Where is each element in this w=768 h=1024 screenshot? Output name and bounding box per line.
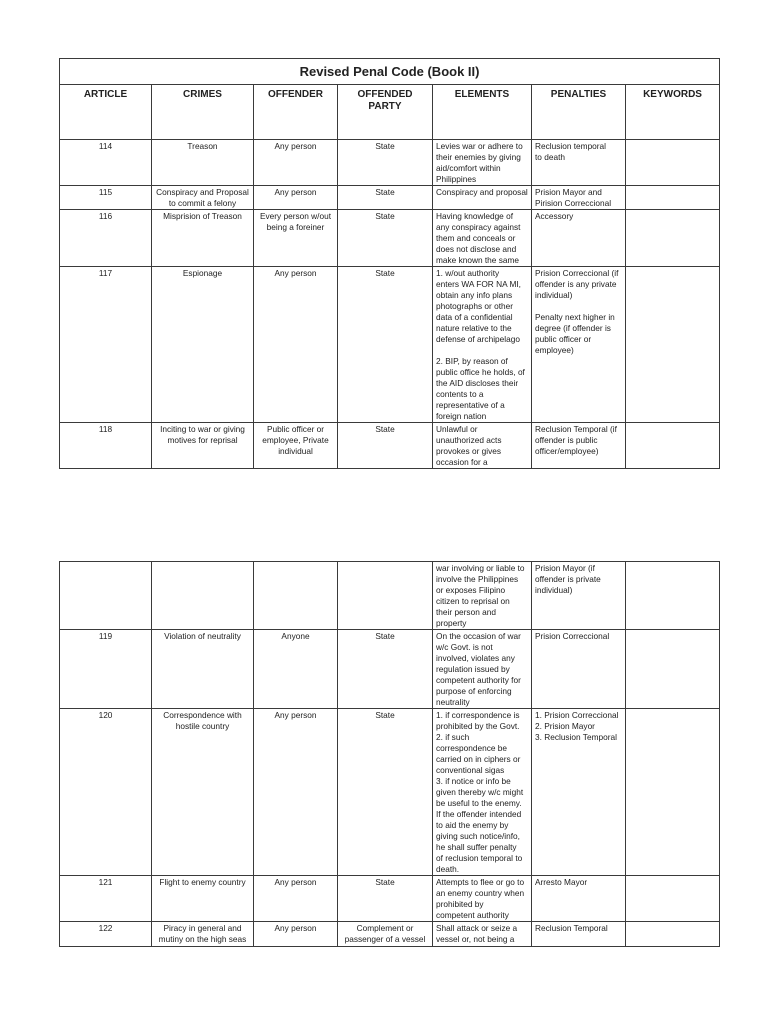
header-penalties: PENALTIES <box>532 85 626 140</box>
keywords-cell <box>626 876 720 922</box>
penalties-cell: Prision Mayor and Pirision Correccional <box>532 186 626 210</box>
elements-cell: 1. if correspondence is prohibited by the Govt. 2. if such correspondence be carried on in ciphers or conventional sigas 3. if notice or info be given thereby w/c might be useful to the enemy. If the offender intended to aid the enemy by giving such notice/info, he shall suffer penalty of reclusion temporal to death. <box>433 709 532 876</box>
keywords-cell <box>626 423 720 469</box>
article-cell: 117 <box>60 267 152 423</box>
offended-party-cell: State <box>338 186 433 210</box>
table-row <box>60 876 720 922</box>
offended-party-cell: State <box>338 210 433 267</box>
keywords-cell <box>626 709 720 876</box>
elements-cell: Shall attack or seize a vessel or, not being a <box>433 922 532 947</box>
offender-cell <box>254 562 338 630</box>
article-cell: 115 <box>60 186 152 210</box>
offended-party-cell: State <box>338 267 433 423</box>
article-cell: 122 <box>60 922 152 947</box>
elements-cell: Conspiracy and proposal <box>433 186 532 210</box>
crime-cell: Inciting to war or giving motives for reprisal <box>152 423 254 469</box>
keywords-cell <box>626 140 720 186</box>
penalties-cell: Prision Correccional <box>532 630 626 709</box>
keywords-cell <box>626 186 720 210</box>
crime-cell: Violation of neutrality <box>152 630 254 709</box>
elements-cell: war involving or liable to involve the Philippines or exposes Filipino citizen to reprisal on their person and property <box>433 562 532 630</box>
elements-cell: On the occasion of war w/c Govt. is not involved, violates any regulation issued by competent authority for purpose of enforcing neutrality <box>433 630 532 709</box>
offended-party-cell: State <box>338 140 433 186</box>
crime-cell: Misprision of Treason <box>152 210 254 267</box>
table-row <box>60 922 720 947</box>
article-cell: 119 <box>60 630 152 709</box>
keywords-cell <box>626 630 720 709</box>
crime-cell: Piracy in general and mutiny on the high seas <box>152 922 254 947</box>
elements-cell: Attempts to flee or go to an enemy country when prohibited by competent authority <box>433 876 532 922</box>
penalties-cell: Prision Correccional (if offender is any private individual) Penalty next higher in degree (if offender is public officer or employee) <box>532 267 626 423</box>
offender-cell: Any person <box>254 267 338 423</box>
crime-cell: Flight to enemy country <box>152 876 254 922</box>
keywords-cell <box>626 267 720 423</box>
penal-code-table-page-2 <box>59 561 720 947</box>
offender-cell: Any person <box>254 709 338 876</box>
elements-cell: Levies war or adhere to their enemies by giving aid/comfort within Philippines <box>433 140 532 186</box>
article-cell <box>60 562 152 630</box>
table-row <box>60 630 720 709</box>
article-cell: 120 <box>60 709 152 876</box>
penalties-cell: Arresto Mayor <box>532 876 626 922</box>
offended-party-cell: Complement or passenger of a vessel <box>338 922 433 947</box>
elements-cell: 1. w/out authority enters WA FOR NA MI, obtain any info plans photographs or other data of a confidential nature relative to the defense of archipelago 2. BIP, by reason of public office he holds, of the AID discloses their contents to a representative of a foreign nation <box>433 267 532 423</box>
offender-cell: Any person <box>254 922 338 947</box>
table-row <box>60 423 720 469</box>
header-article: ARTICLE <box>60 85 152 140</box>
penal-code-table-page-1 <box>59 58 720 469</box>
header-elements: ELEMENTS <box>433 85 532 140</box>
offended-party-cell: State <box>338 423 433 469</box>
penalties-cell: 1. Prision Correccional 2. Prision Mayor 3. Reclusion Temporal <box>532 709 626 876</box>
elements-cell: Unlawful or unauthorized acts provokes or gives occasion for a <box>433 423 532 469</box>
header-offended-party: OFFENDED PARTY <box>338 85 433 140</box>
offender-cell: Anyone <box>254 630 338 709</box>
penalties-cell: Accessory <box>532 210 626 267</box>
offender-cell: Any person <box>254 876 338 922</box>
offender-cell: Every person w/out being a foreiner <box>254 210 338 267</box>
elements-cell: Having knowledge of any conspiracy against them and conceals or does not disclose and make known the same <box>433 210 532 267</box>
table-row <box>60 267 720 423</box>
offender-cell: Any person <box>254 186 338 210</box>
penalties-cell: Reclusion Temporal <box>532 922 626 947</box>
document-title: Revised Penal Code (Book II) <box>60 59 720 85</box>
header-keywords: KEYWORDS <box>626 85 720 140</box>
penalties-cell: Prision Mayor (if offender is private individual) <box>532 562 626 630</box>
crime-cell <box>152 562 254 630</box>
article-cell: 118 <box>60 423 152 469</box>
header-offender: OFFENDER <box>254 85 338 140</box>
crime-cell: Treason <box>152 140 254 186</box>
keywords-cell <box>626 562 720 630</box>
article-cell: 121 <box>60 876 152 922</box>
table-row <box>60 562 720 630</box>
keywords-cell <box>626 210 720 267</box>
offended-party-cell: State <box>338 876 433 922</box>
crime-cell: Conspiracy and Proposal to commit a felony <box>152 186 254 210</box>
header-crimes: CRIMES <box>152 85 254 140</box>
offended-party-cell: State <box>338 709 433 876</box>
keywords-cell <box>626 922 720 947</box>
crime-cell: Espionage <box>152 267 254 423</box>
table-row <box>60 709 720 876</box>
offender-cell: Any person <box>254 140 338 186</box>
table-row <box>60 140 720 186</box>
article-cell: 114 <box>60 140 152 186</box>
table-row <box>60 210 720 267</box>
offended-party-cell: State <box>338 630 433 709</box>
crime-cell: Correspondence with hostile country <box>152 709 254 876</box>
article-cell: 116 <box>60 210 152 267</box>
offender-cell: Public officer or employee, Private individual <box>254 423 338 469</box>
penalties-cell: Reclusion temporal to death <box>532 140 626 186</box>
penalties-cell: Reclusion Temporal (if offender is public officer/employee) <box>532 423 626 469</box>
offended-party-cell <box>338 562 433 630</box>
table-row <box>60 186 720 210</box>
